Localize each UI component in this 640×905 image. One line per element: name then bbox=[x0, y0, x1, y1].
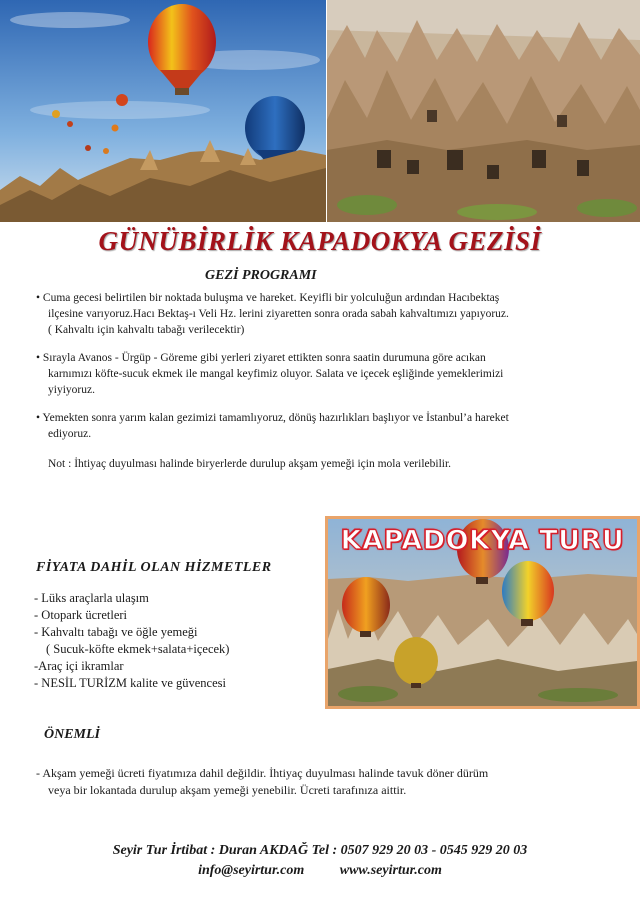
program-item-1-line-1: • Cuma gecesi belirtilen bir noktada buluşma ve hareket. Keyifli bir yolculuğun ardından Hacıbektaş bbox=[36, 292, 500, 304]
program-item-1-line-2: ilçesine varıyoruz.Hacı Bektaş-ı Veli Hz. lerini ziyaretten sonra orada sabah kahvaltımızı yapıyoruz. bbox=[48, 308, 509, 320]
program-item-1-line-3: ( Kahvaltı için kahvaltı tabağı verilecektir) bbox=[48, 324, 245, 336]
contact-line: Seyir Tur İrtibat : Duran AKDAĞ Tel : 0507 929 20 03 - 0545 929 20 03 bbox=[112, 843, 528, 858]
program-note: Not : İhtiyaç duyulması halinde biryerlerde durulup akşam yemeği için mola verilebilir. bbox=[48, 458, 452, 470]
important-line-1: - Akşam yemeği ücreti fiyatımıza dahil değildir. İhtiyaç duyulması halinde tavuk döner dürüm bbox=[36, 766, 489, 780]
program-item-3 bbox=[36, 410, 596, 442]
program-item-2-line-1: • Sırayla Avanos - Ürgüp - Göreme gibi yerleri ziyaret ettikten sonra saatin durumuna göre acıkan bbox=[36, 352, 486, 364]
service-item: - Otopark ücretleri bbox=[34, 608, 128, 622]
program-item-1 bbox=[36, 290, 596, 338]
fairy-chimneys-photo bbox=[327, 0, 640, 222]
services-heading: FİYATA DAHİL OLAN HİZMETLER bbox=[36, 560, 272, 575]
services-list bbox=[34, 590, 324, 692]
tour-banner-title: KAPADOKYA TURU bbox=[340, 525, 625, 556]
service-item: ( Sucuk-köfte ekmek+salata+içecek) bbox=[46, 642, 230, 656]
important-heading: ÖNEMLİ bbox=[44, 727, 101, 742]
program-item-2-line-2: karnımızı köfte-sucuk ekmek ile mangal keyfimiz oluyor. Salata ve içecek eşliğinde yemeklerimizi bbox=[48, 368, 504, 380]
important-line-2: veya bir lokantada durulup akşam yemeği yenebilir. Ücreti tarafınıza aittir. bbox=[48, 783, 407, 797]
web-contact-line bbox=[0, 863, 640, 879]
balloons-photo bbox=[0, 0, 326, 222]
tour-banner-photo bbox=[325, 516, 640, 709]
website-link[interactable]: www.seyirtur.com bbox=[339, 863, 442, 878]
email-link[interactable]: info@seyirtur.com bbox=[198, 863, 305, 878]
page-title: GÜNÜBİRLİK KAPADOKYA GEZİSİ bbox=[98, 226, 542, 256]
program-heading: GEZİ PROGRAMI bbox=[205, 268, 317, 283]
program-item-2 bbox=[36, 350, 596, 398]
service-item: -Araç içi ikramlar bbox=[34, 659, 124, 673]
service-item: - NESİL TURİZM kalite ve güvencesi bbox=[34, 676, 226, 690]
program-item-2-line-3: yiyiyoruz. bbox=[48, 384, 95, 396]
program-item-3-line-2: ediyoruz. bbox=[48, 428, 92, 440]
service-item: - Kahvaltı tabağı ve öğle yemeği bbox=[34, 625, 198, 639]
service-item: - Lüks araçlarla ulaşım bbox=[34, 591, 149, 605]
important-note bbox=[36, 765, 616, 799]
program-item-3-line-1: • Yemekten sonra yarım kalan gezimizi tamamlıyoruz, dönüş hazırlıkları başlıyor ve İstanbul’a hareket bbox=[36, 412, 509, 424]
